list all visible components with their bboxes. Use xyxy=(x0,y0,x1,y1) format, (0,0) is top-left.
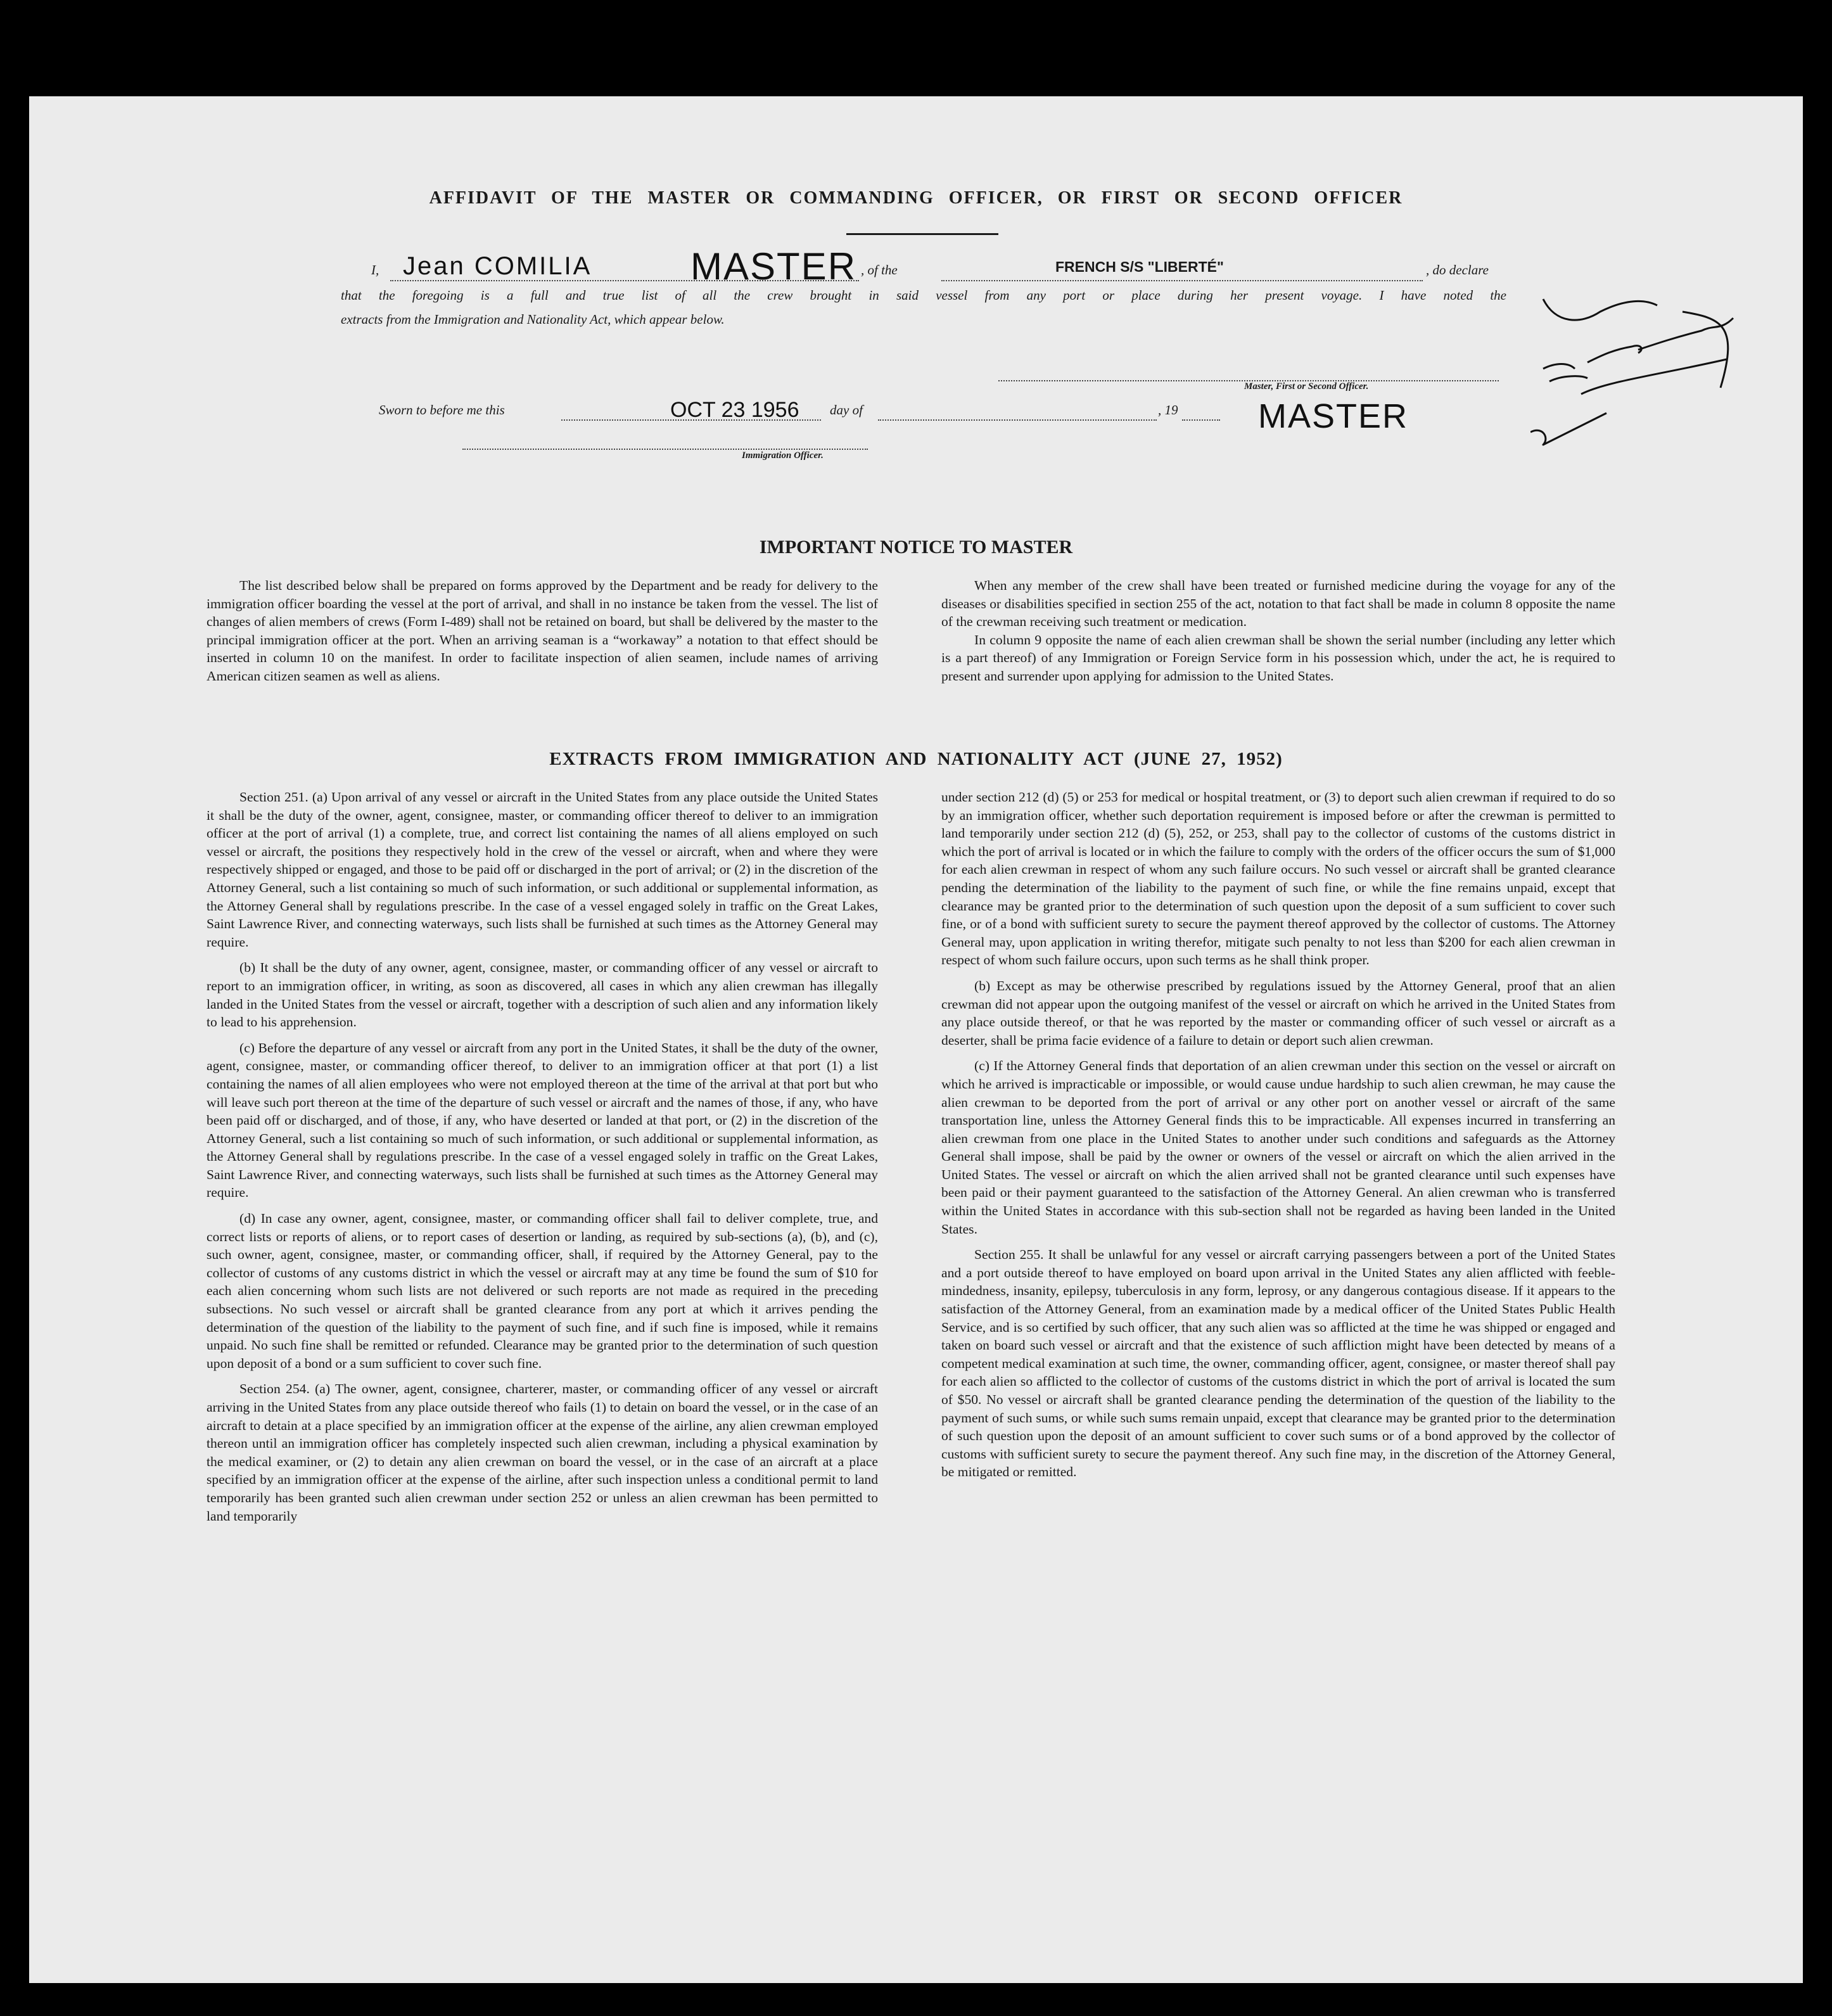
year-prefix: , 19 xyxy=(1158,402,1178,418)
vessel-name: FRENCH S/S "LIBERTÉ" xyxy=(1055,258,1224,275)
sworn-date-stamp: OCT 23 1956 xyxy=(670,398,799,422)
day-of-text: day of xyxy=(830,402,863,418)
day-of-line xyxy=(878,419,1157,421)
notice-right-column xyxy=(941,577,1615,686)
vessel-line xyxy=(941,280,1423,281)
title-underline xyxy=(846,233,998,235)
extracts-title: EXTRACTS FROM IMMIGRATION AND NATIONALITY ACT (JUNE 27, 1952) xyxy=(549,749,1283,769)
act-paragraph: Section 254. (a) The owner, agent, consignee, charterer, master, or commanding officer of any vessel or aircraft arriving in the United States from any place outside thereof who fails (1) to detain on board the vessel, or in the case of an aircraft to detain at a place specified by an immigration officer at the expense of the airline, any alien crewman employed thereon until an immigration officer has completely inspected such alien crewman, including a physical examination by the medical examiner, or (2) to detain any alien crewman on board the vessel, or in the case of an aircraft at a place specified by an immigration officer at the expense of the airline, after such inspection unless a conditional permit to land temporarily has been granted such alien crewman under section 252 or unless an alien crewman has been permitted to land temporarily xyxy=(207,1381,878,1524)
notice-title: IMPORTANT NOTICE TO MASTER xyxy=(759,537,1073,558)
year-line xyxy=(1182,419,1220,421)
act-paragraph: under section 212 (d) (5) or 253 for medical or hospital treatment, or (3) to deport such alien crewman if required to do so by an immigration officer, whether such deportation requirement is imposed before or after the crewman is permitted to land temporarily under section 212 (d) (5), 252, or 253, shall pay to the collector of customs of the customs district in which the port of arrival is located or in which the failure to comply with the orders of the officer occurs the sum of $1,000 for each alien crewman in respect of whom any such failure occurs. No such vessel or aircraft shall be granted clearance pending the determination of the liability to the payment of such fine, or while the fine remains unpaid, except that clearance may be granted prior to the determination of such question upon the deposit of a sum sufficient to cover such fine, or of a bond with sufficient surety to secure the payment thereof approved by the collector of customs. The Attorney General may, upon application in writing therefor, mitigate such penalty to not less than $200 for each alien crewman in respect of whom such failure occurs, upon such terms as he shall think proper. xyxy=(941,789,1615,968)
extracts-right-column xyxy=(941,788,1615,1489)
act-paragraph: (b) It shall be the duty of any owner, agent, consignee, master, or commanding officer of any vessel or aircraft to report to an immigration officer, in writing, as soon as discovered, all cases in which any alien crewman has illegally landed in the United States from the vessel or aircraft, together with a description of such alien and any information likely to lead to his apprehension. xyxy=(207,960,878,1030)
intro-prefix: I, xyxy=(371,262,379,278)
act-paragraph: Section 255. It shall be unlawful for any vessel or aircraft carrying passengers between a port of the United States and a port outside thereof to have employed on board upon arrival in the United States any alien afflicted with feeble-mindedness, insanity, epilepsy, tuberculosis in any form, leprosy, or any dangerous contagious disease. If it appears to the satisfaction of the Attorney General, from an examination made by a medical officer of the United States Public Health Service, and is so certified by such officer, that any such alien was so afflicted at the time he was shipped or engaged and taken on board such vessel or aircraft and that the existence of such affliction might have been detected by means of a competent medical examination at such time, the owner, commanding officer, agent, consignee, or master thereof shall pay for each alien so afflicted to the collector of customs of the customs district in which the port of arrival is located the sum of $50. No vessel or aircraft shall be granted clearance pending the determination of the question of the liability to the payment of such sums, or while such sums remain unpaid, except that clearance may be granted prior to the determination of such question upon the deposit of an amount sufficient to cover such sums or of a bond approved by the collector of customs with sufficient surety to secure the payment thereof. Any such fine may, in the discretion of the Attorney General, be mitigated or remitted. xyxy=(941,1247,1615,1480)
act-paragraph: (c) Before the departure of any vessel or aircraft from any port in the United States, it shall be the duty of the owner, agent, consignee, master, or commanding officer thereof, to deliver to an immigration officer at that port (1) a list containing the names of all alien employees who were not employed thereon at the time of the arrival at that port but who will leave such port thereon at the time of the departure of such vessel or aircraft and the names of those, if any, who have been paid off or discharged, and of those, if any, who have deserted or landed at that port, or (2) in the discretion of the Attorney General, such a list containing so much of such information, or such additional or supplemental information, as the Attorney General shall by regulations prescribe. In the case of a vessel engaged solely in traffic on the Great Lakes, Saint Lawrence River, and connecting waterways, such lists shall be furnished at such times as the Attorney General may require. xyxy=(207,1040,878,1201)
document-page xyxy=(29,96,1803,1983)
act-paragraph: (b) Except as may be otherwise prescribed by regulations issued by the Attorney General, proof that an alien crewman did not appear upon the outgoing manifest of the vessel or aircraft on which he arrived in the United States from any place outside thereof, or that he was reported by the master or commanding officer of such vessel or aircraft as a deserter, shall be prima facie evidence of a failure to detain or deport such alien crewman. xyxy=(941,978,1615,1048)
signer-title-stamp: MASTER xyxy=(1258,397,1409,435)
statement-line-2: extracts from the Immigration and Nationality Act, which appear below. xyxy=(341,312,725,327)
notice-paragraph: In column 9 opposite the name of each alien crewman shall be shown the serial number (including any letter which is a part thereof) of any Immigration or Foreign Service form in his possession which, under the act, he is required to present and surrender upon applying for admission to the United States. xyxy=(941,632,1615,684)
act-paragraph: Section 251. (a) Upon arrival of any vessel or aircraft in the United States from any place outside the United States it shall be the duty of the owner, agent, consignee, master, or commanding officer thereof to deliver to an immigration officer at the port of arrival (1) a complete, true, and correct list containing the names of all aliens employed on such vessel or aircraft, the positions they respectively hold in the crew of the vessel or aircraft, when and where they were respectively shipped or engaged, and those to be paid off or discharged in the port of arrival; or (2) in the discretion of the Attorney General, such a list containing so much of such information, or such additional or supplemental information, as the Attorney General shall by regulations prescribe. In the case of a vessel engaged solely in traffic on the Great Lakes, Saint Lawrence River, and connecting waterways, such lists shall be furnished at such times as the Attorney General may require. xyxy=(207,789,878,950)
rank-stamp: MASTER xyxy=(690,245,857,288)
affidavit-title: AFFIDAVIT OF THE MASTER OR COMMANDING OFFICER, OR FIRST OR SECOND OFFICER xyxy=(429,188,1403,208)
crew-master-name: Jean COMILIA xyxy=(403,252,592,280)
signature-scribble-icon xyxy=(1530,286,1746,457)
do-declare-text: , do declare xyxy=(1426,262,1489,278)
notice-left-column xyxy=(207,577,878,686)
sworn-prefix: Sworn to before me this xyxy=(379,402,505,418)
extracts-left-column xyxy=(207,788,878,1533)
act-paragraph: (c) If the Attorney General finds that deportation of an alien crewman under this section on the vessel or aircraft on which he arrived is impracticable or impossible, or would cause undue hardship to such alien crewman, he may cause the alien crewman to be deported from the port of arrival or any other port on another vessel or aircraft of the same transportation line, unless the Attorney General finds this to be impracticable. All expenses incurred in transferring an alien crewman from one place in the United States to another under such conditions and safeguards as the Attorney General shall impose, shall be paid by the owner or owners of the vessel or aircraft on which the alien arrived in the United States. The vessel or aircraft on which the alien arrived shall not be granted clearance until such expenses have been paid or their payment guaranteed to the satisfaction of the Attorney General. An alien crewman who is transferred within the United States in accordance with this sub-section shall not be regarded as having been landed in the United States. xyxy=(941,1058,1615,1237)
notice-paragraph: When any member of the crew shall have been treated or furnished medicine during the voyage for any of the diseases or disabilities specified in section 255 of the act, notation to that fact shall be made in column 8 opposite the name of the crewman receiving such treatment or medication. xyxy=(941,578,1615,630)
statement-line-1: that the foregoing is a full and true list of all the crew brought in said vessel from any port or place during her present voyage. I have noted the xyxy=(341,288,1506,303)
of-the-text: , of the xyxy=(861,262,898,278)
signer-label: Master, First or Second Officer. xyxy=(1244,381,1369,392)
notice-paragraph: The list described below shall be prepared on forms approved by the Department and be ready for delivery to the immigration officer boarding the vessel at the port of arrival, and shall in no instance be taken from the vessel. The list of changes of alien members of crews (Form I-489) shall not be retained on board, but shall be delivered by the master to the principal immigration officer at the port. When an arriving seaman is a “workaway” a notation to that effect should be inserted in column 10 on the manifest. In order to facilitate inspection of alien seamen, include names of arriving American citizen seamen as well as aliens. xyxy=(207,578,878,684)
immigration-officer-line xyxy=(462,449,868,450)
immigration-officer-label: Immigration Officer. xyxy=(742,450,824,461)
act-paragraph: (d) In case any owner, agent, consignee, master, or commanding officer shall fail to deliver complete, true, and correct lists or reports of aliens, or to report cases of desertion or landing, as required by sub-sections (a), (b), and (c), such owner, agent, consignee, master, or commanding officer, shall, if required by the Attorney General, pay to the collector of customs of any customs district in which the vessel or aircraft may at any time be found the sum of $10 for each alien concerning whom such lists are not delivered or such reports are not made as required in the preceding subsections. No such vessel or aircraft shall be granted clearance from any port at which it arrives pending the determination of the question of the liability to the payment of such fine, and if such fine is imposed, while it remains unpaid. No such fine shall be remitted or refunded. Clearance may be granted prior to the determination of such question upon deposit of a bond or a sum sufficient to cover such fine. xyxy=(207,1211,878,1371)
